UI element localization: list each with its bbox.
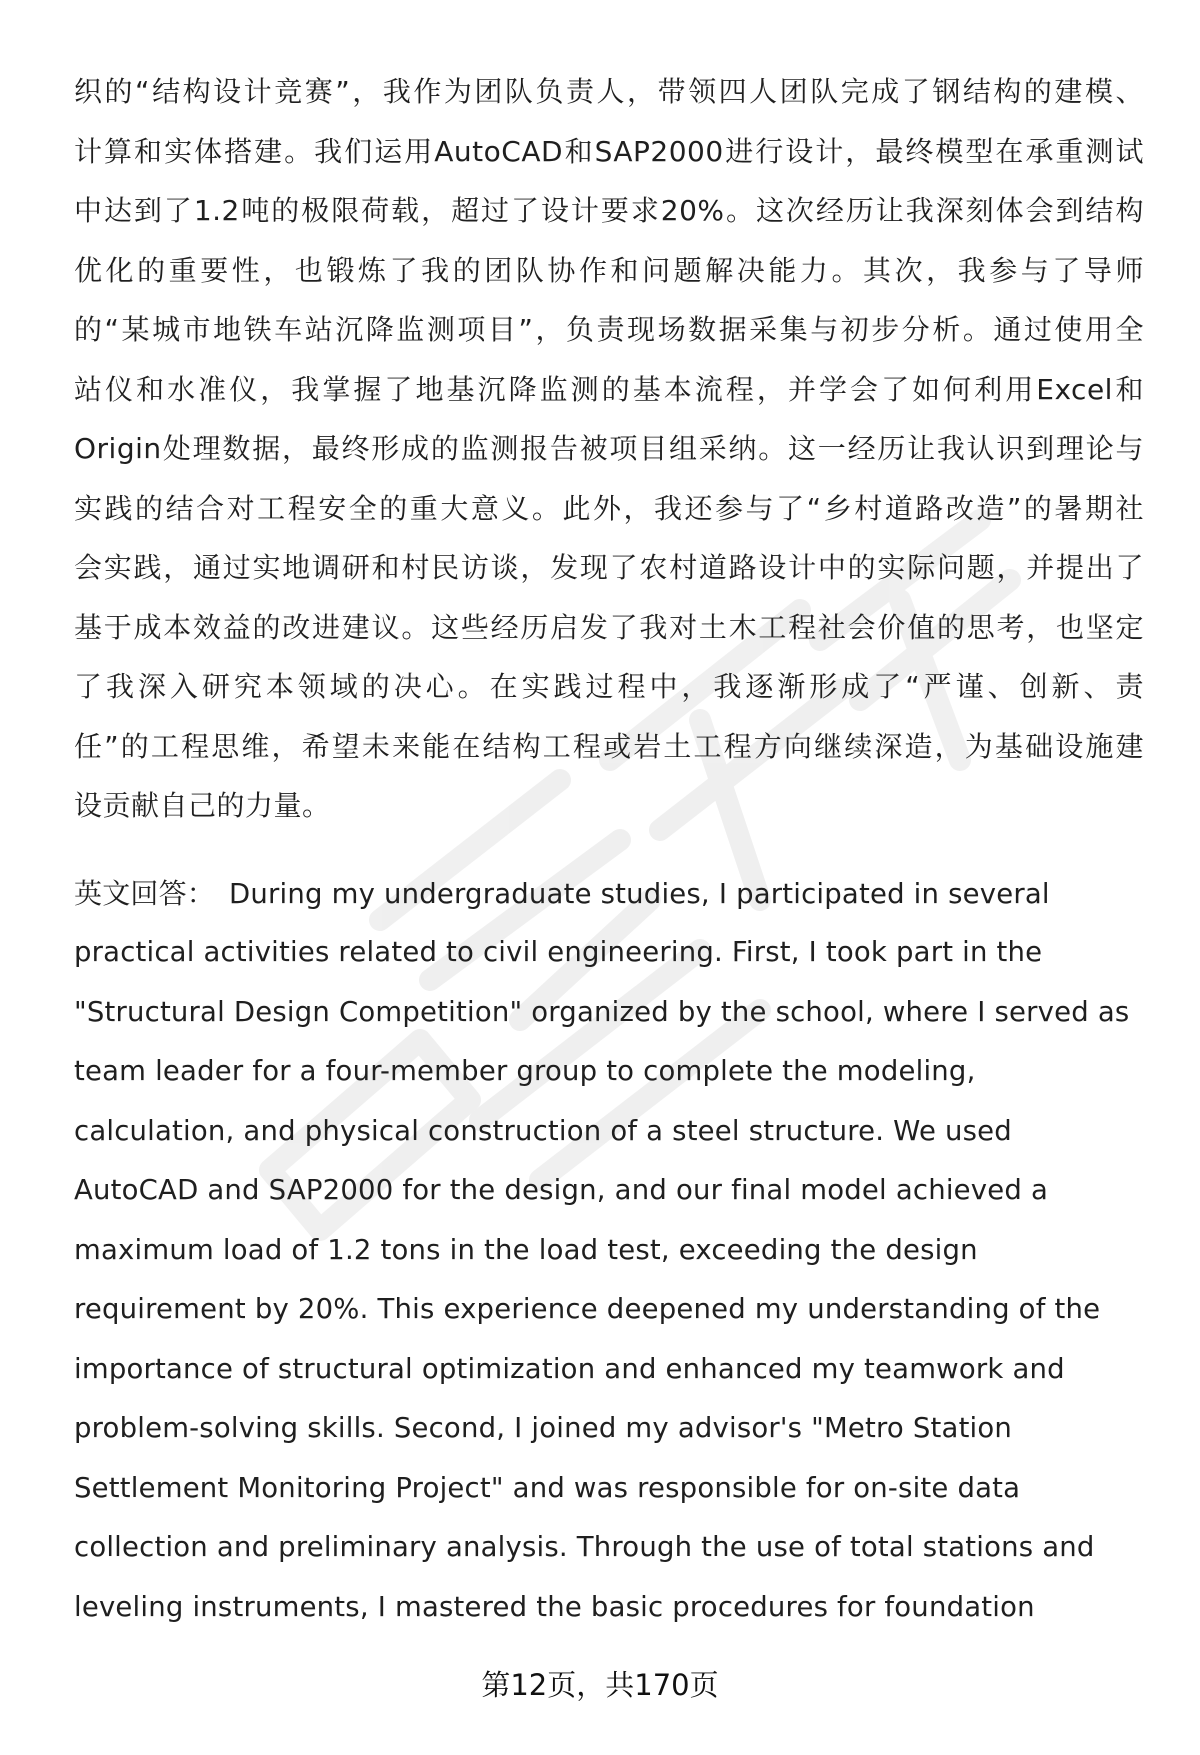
chinese-text-line: 会实践，通过实地调研和村民访谈，发现了农村道路设计中的实际问题，并提出了 — [74, 551, 1144, 584]
english-text-line: AutoCAD and SAP2000 for the design, and our final model achieved a — [74, 1174, 1049, 1206]
chinese-text-line: 实践的结合对工程安全的重大意义。此外，我还参与了“乡村道路改造”的暑期社 — [74, 491, 1144, 525]
chinese-text-line: 任”的工程思维，希望未来能在结构工程或岩土工程方向继续深造，为基础设施建 — [74, 729, 1144, 763]
english-text-line: Settlement Monitoring Project" and was responsible for on-site data — [74, 1471, 1021, 1504]
english-text-line: maximum load of 1.2 tons in the load test, exceeding the design — [74, 1233, 978, 1266]
chinese-text-line: 了我深入研究本领域的决心。在实践过程中，我逐渐形成了“严谨、创新、责 — [74, 670, 1144, 703]
english-text-line: leveling instruments, I mastered the basic procedures for foundation — [74, 1590, 1035, 1623]
chinese-text-line: 的“某城市地铁车站沉降监测项目”，负责现场数据采集与初步分析。通过使用全 — [74, 313, 1144, 346]
chinese-text-line: 设贡献自己的力量。 — [74, 789, 331, 822]
english-text-line: calculation, and physical construction of a steel structure. We used — [74, 1114, 1012, 1147]
english-text-line: team leader for a four-member group to complete the modeling, — [74, 1055, 976, 1087]
english-answer-block — [74, 864, 1144, 1638]
page-number-footer: 第12页，共170页 — [481, 1668, 719, 1702]
paragraph-gap — [74, 836, 1144, 864]
document-body — [74, 62, 1144, 1637]
english-text-line: During my undergraduate studies, I participated in several — [229, 877, 1050, 910]
chinese-text-line: 优化的重要性，也锻炼了我的团队协作和问题解决能力。其次，我参与了导师 — [74, 253, 1144, 287]
chinese-text-line: Origin处理数据，最终形成的监测报告被项目组采纳。这一经历让我认识到理论与 — [74, 432, 1144, 465]
english-text-line: requirement by 20%. This experience deepened my understanding of the — [74, 1293, 1101, 1325]
chinese-text-line: 中达到了1.2吨的极限荷载，超过了设计要求20%。这次经历让我深刻体会到结构 — [74, 194, 1144, 227]
english-text-line: problem-solving skills. Second, I joined my advisor's "Metro Station — [74, 1412, 1013, 1444]
chinese-text-line: 基于成本效益的改进建议。这些经历启发了我对土木工程社会价值的思考，也坚定 — [74, 610, 1144, 644]
english-answer-first-line — [74, 864, 1144, 924]
english-answer-label: 英文回答： — [74, 876, 216, 910]
english-text-line: collection and preliminary analysis. Through the use of total stations and — [74, 1531, 1095, 1563]
english-text-line: importance of structural optimization and enhanced my teamwork and — [74, 1352, 1065, 1385]
chinese-text-line: 织的“结构设计竞赛”，我作为团队负责人，带领四人团队完成了钢结构的建模、 — [74, 75, 1144, 108]
chinese-text-line: 站仪和水准仪，我掌握了地基沉降监测的基本流程，并学会了如何利用Excel和 — [74, 372, 1144, 406]
chinese-text-line: 计算和实体搭建。我们运用AutoCAD和SAP2000进行设计，最终模型在承重测试 — [74, 134, 1144, 168]
english-text-line: "Structural Design Competition" organized by the school, where I served as — [74, 995, 1130, 1028]
english-text-line: practical activities related to civil engineering. First, I took part in the — [74, 936, 1043, 968]
chinese-answer-block — [74, 62, 1144, 836]
